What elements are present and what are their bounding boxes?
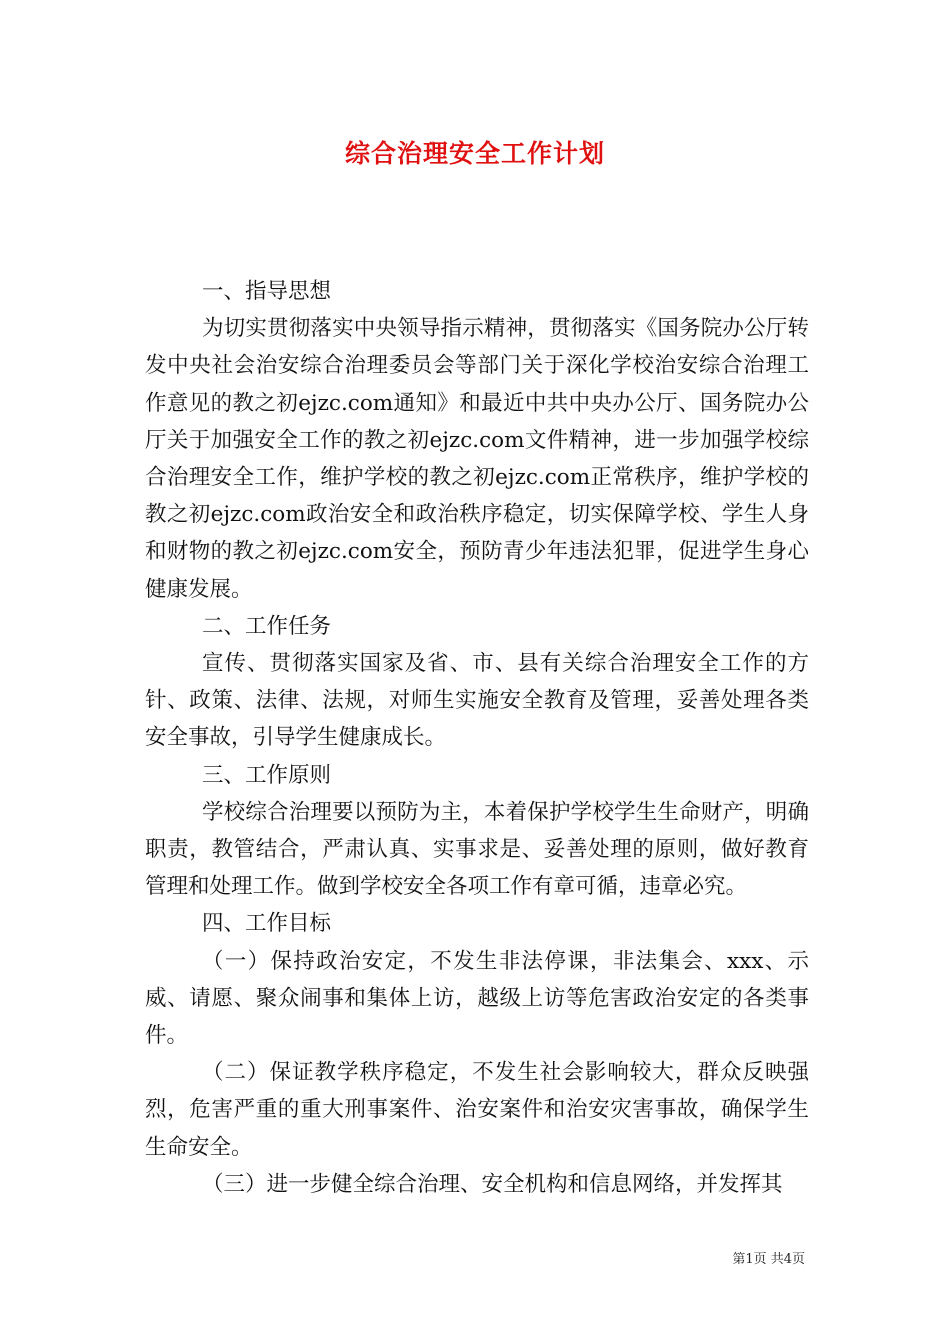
paragraph-guiding-ideology: 为切实贯彻落实中央领导指示精神，贯彻落实《国务院办公厅转发中央社会治安综合治理委员会等部门关于深化学校治安综合治理工作意见的教之初ejzc.com通知》和最近中共中央办公厅、国务院办公厅关于加强安全工作的教之初ejzc.com文件精神，进一步加强学校综合治理安全工作，维护学校的教之初ejzc.com正常秩序，维护学校的教之初ejzc.com政治安全和政治秩序稳定，切实保障学校、学生人身和财物的教之初ejzc.com安全，预防青少年违法犯罪，促进学生身心健康发展。 <box>145 316 809 602</box>
document-title: 综合治理安全工作计划 <box>344 139 605 168</box>
page-number-footer: 第1页 共4页 <box>732 1252 805 1267</box>
section-heading-work-tasks: 二、工作任务 <box>202 613 332 639</box>
paragraph-goal-1: （一）保持政治安定，不发生非法停课，非法集会、xxx、示威、请愿、聚众闹事和集体上访，越级上访等危害政治安定的各类事件。 <box>145 948 809 1049</box>
paragraph-work-principles: 学校综合治理要以预防为主，本着保护学校学生生命财产，明确职责，教管结合，严肃认真、实事求是、妥善处理的原则，做好教育管理和处理工作。做到学校安全各项工作有章可循，违章必究。 <box>145 799 809 900</box>
document-body <box>145 273 809 1203</box>
paragraph-work-tasks: 宣传、贯彻落实国家及省、市、县有关综合治理安全工作的方针、政策、法律、法规，对师生实施安全教育及管理，妥善处理各类安全事故，引导学生健康成长。 <box>145 651 809 751</box>
section-heading-work-goals: 四、工作目标 <box>202 911 332 937</box>
section-heading-work-principles: 三、工作原则 <box>202 762 332 788</box>
paragraph-goal-3: （三）进一步健全综合治理、安全机构和信息网络，并发挥其 <box>202 1171 783 1197</box>
section-heading-guiding-ideology: 一、指导思想 <box>202 279 332 304</box>
paragraph-goal-2: （二）保证教学秩序稳定，不发生社会影响较大，群众反映强烈，危害严重的重大刑事案件、治安案件和治安灾害事故，确保学生生命安全。 <box>145 1060 809 1160</box>
